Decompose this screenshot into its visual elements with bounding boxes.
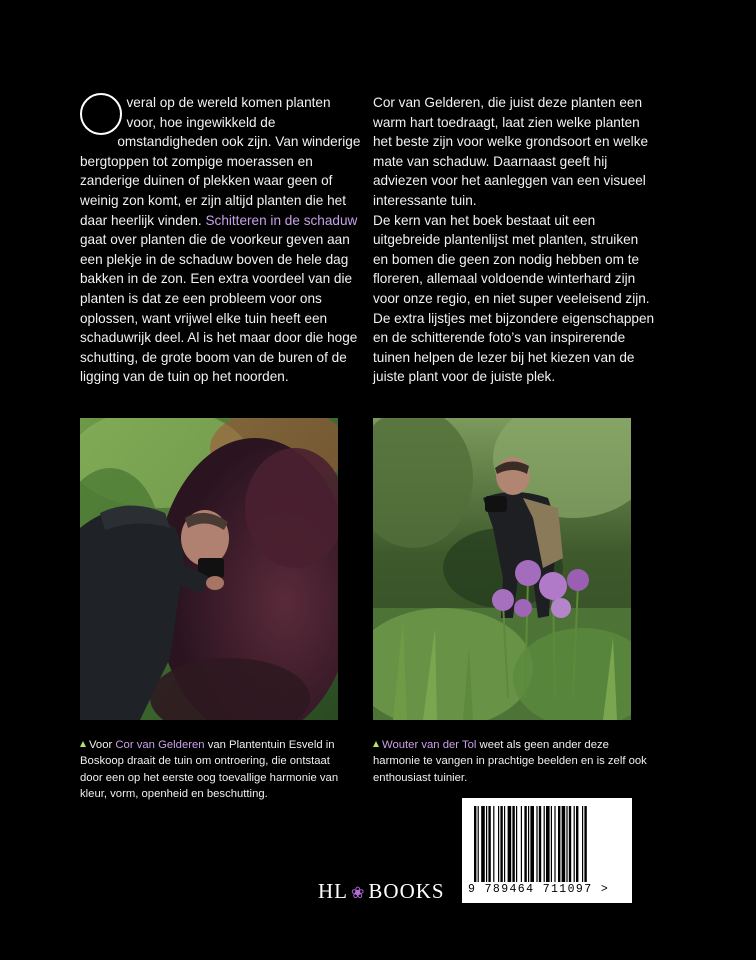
dropcap-circle (80, 93, 122, 135)
publisher-logo-part1: HL (318, 879, 348, 903)
caption-right-name: Wouter van der Tol (382, 739, 477, 751)
intro-paragraph (80, 93, 362, 387)
isbn-digits: 9 789464 711097 > (468, 883, 610, 896)
caption-right-text: weet als geen ander deze harmonie te vangen in prachtige beelden en is zelf ook enthousiast tuinier. (373, 739, 647, 784)
caption-left-name: Cor van Gelderen (115, 739, 205, 751)
caption-left (80, 737, 355, 803)
right-paragraph-1: Cor van Gelderen, die juist deze planten een warm hart toedraagt, laat zien welke planten het beste zijn voor welke grondsoort en welke mate van schaduw. Daarnaast geeft hij adviezen voor het aanleggen van een visueel interessante tuin. (373, 95, 649, 208)
flower-icon: ❀ (351, 885, 366, 902)
triangle-marker-icon (373, 741, 379, 747)
left-text-column (80, 93, 362, 387)
barcode-bars (474, 806, 620, 882)
body-text: gaat over planten die de voorkeur geven aan een plekje in de schaduw boven de hele dag bakken in de zon. Een extra voordeel van die planten is dat ze een probleem voor ons oplossen, want vrijwel elke tuin heeft een schaduwrijk deel. Al is het maar door die hoge schutting, de grote boom van de buren of de ligging van de tuin op het noorden. (80, 232, 358, 385)
book-title-highlight: Schitteren in de schaduw (205, 212, 358, 228)
right-paragraph-2: De kern van het boek bestaat uit een uitgebreide plantenlijst met planten, struiken en bomen die geen zon nodig hebben om te floreren, allemaal voldoende winterhard zijn voor onze regio, en niet super veeleisend zijn. (373, 212, 650, 306)
right-text-column (373, 93, 655, 387)
right-paragraph-3: De extra lijstjes met bijzondere eigenschappen en de schitterende foto’s van inspirerende tuinen helpen de lezer bij het kiezen van de juiste plant voor de juiste plek. (373, 310, 655, 385)
publisher-logo (318, 879, 445, 904)
caption-left-text: van Plantentuin Esveld in Boskoop draait de tuin om ontroering, die ontstaat door een op het eerste oog toevallige harmonie van kleur, vorm, openheid en beschutting. (80, 739, 339, 801)
publisher-logo-part2: BOOKS (368, 879, 445, 903)
photo-wouter-van-der-tol (373, 418, 631, 720)
caption-right (373, 737, 648, 786)
triangle-marker-icon (80, 741, 86, 747)
photo-cor-van-gelderen (80, 418, 338, 720)
isbn-barcode (462, 798, 632, 903)
intro-text: veral op de wereld komen planten voor, hoe ingewikkeld de omstandigheden ook zijn. Van winderige bergtoppen tot zompige moerassen en zanderige duinen of plekken waar geen of weinig zon komt, er zijn altijd planten die het daar heerlijk vinden. (80, 95, 361, 228)
caption-left-prefix: Voor (89, 739, 116, 751)
